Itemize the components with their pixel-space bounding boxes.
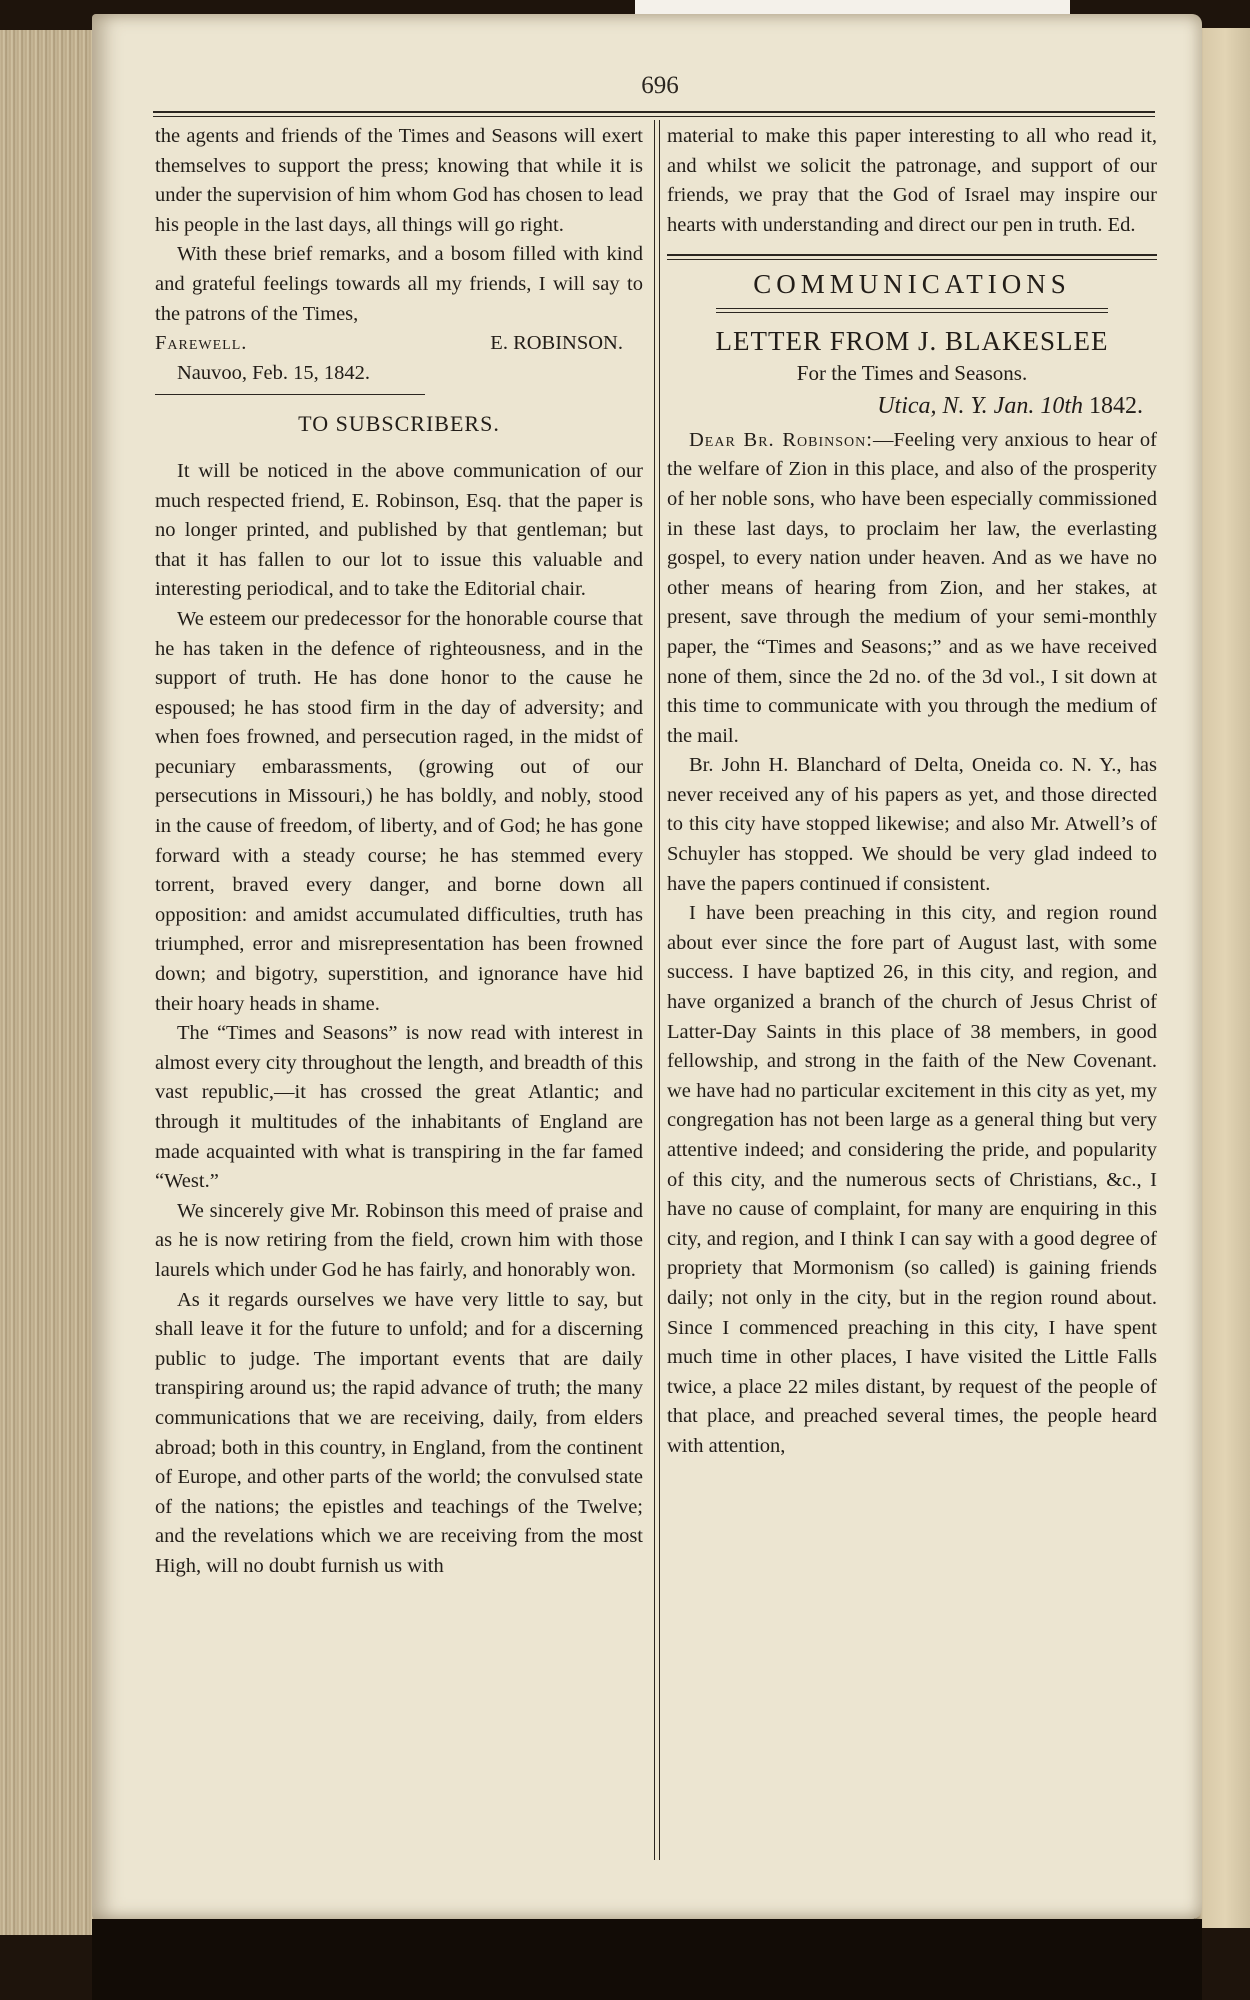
signature-line [155, 329, 643, 359]
right-facing-page-edge [1195, 28, 1250, 1928]
editorial-continuation-text: material to make this paper interesting to all who read it, and whilst we solicit the patronage, and support of our friends, we pray that the God of Israel may inspire our hearts with understanding and direct our pen in truth. [667, 125, 1157, 236]
signature-rule [155, 394, 425, 395]
editor-sign: Ed. [1107, 213, 1136, 236]
communications-heading: COMMUNICATIONS [753, 269, 1071, 300]
letter-date [667, 392, 1143, 422]
editorial-continuation [667, 122, 1157, 240]
subscribers-paragraph-3: The “Times and Seasons” is now read with interest in almost every city throughout the length, and breadth of this vast republic,—it has crossed the great Atlantic; and through it multitudes of the inhabitants of England are made acquainted with what is transpiring in the far famed “West.” [155, 1022, 643, 1193]
column-divider [654, 120, 660, 1860]
letter-paragraph-1-text: —Feeling very anxious to hear of the welfare of Zion in this place, and also of the prosperity of her noble sons, who have been especially commissioned in these last days, to proclaim her law, the everlasting gospel, to every nation under heaven. And as we have no other means of hearing from Zion, and her stakes, at present, save through the medium of your semi-monthly paper, the “Times and Seasons;” and as we have received none of them, since the 2d no. of the 3d vol., I sit down at this time to communicate with you through the medium of the mail. [667, 428, 1158, 747]
letter-salutation: Dear Br. Robinson: [689, 428, 873, 451]
letter-subtitle: For the Times and Seasons. [796, 360, 1028, 385]
letter-title: LETTER FROM J. BLAKESLEE [715, 325, 1109, 356]
subscribers-paragraph-5: As it regards ourselves we have very little to say, but shall leave it for the future to unfold; and for a discerning public to judge. The important events that are daily transpiring around us; the rapid advance of truth; the many communications that we are receiving, daily, from elders abroad; both in this country, in England, from the continent of Europe, and other parts of the world; the convulsed state of the nations; the epistles and teachings of the Twelve; and the revelations which we are receiving from the most High, will no doubt furnish us with [155, 1288, 643, 1577]
header-rule [153, 111, 1155, 117]
subscribers-paragraph-4: We sincerely give Mr. Robinson this meed of praise and as he is now retiring from the field, crown him with those laurels which under God he has fairly, and honorably won. [155, 1199, 643, 1281]
letter-date-year: 1842. [1089, 393, 1143, 420]
right-column [667, 122, 1157, 1462]
subscribers-paragraph-2: We esteem our predecessor for the honorable course that he has taken in the defence of righteousness, and in the support of truth. He has done honor to the cause he espoused; he has stood firm in the day of adversity; and when foes frowned, and persecution raged, in the midst of pecuniary embarassments, (growing out of our persecutions in Missouri,) he has boldly, and nobly, stood in the cause of freedom, of liberty, and of God; he has gone forward with a steady course; he has stemmed every torrent, braved every danger, and borne down all opposition: and amidst accumulated difficulties, truth has triumphed, error and misrepresentation has been frowned down; and bigotry, superstition, and ignorance have hid their hoary heads in shame. [155, 607, 643, 1015]
letter-paragraph-1 [667, 426, 1157, 752]
page-number: 696 [641, 72, 679, 99]
signature-name: E. ROBINSON. [490, 332, 623, 355]
remarks-paragraph: With these brief remarks, and a bosom filled with kind and grateful feelings towards all my friends, I will say to the patrons of the Times, [155, 243, 643, 325]
communications-rule [716, 308, 1108, 313]
letter-paragraph-2: Br. John H. Blanchard of Delta, Oneida co. N. Y., has never received any of his papers as yet, and those directed to this city have stopped likewise; and also Mr. Atwell’s of Schuyler has stopped. We should be very glad indeed to have the papers continued if consistent. [667, 754, 1157, 895]
to-subscribers-heading: TO SUBSCRIBERS. [298, 411, 500, 437]
left-column [155, 122, 643, 1582]
farewell-text: Farewell. [155, 332, 248, 355]
letter-paragraph-3: I have been preaching in this city, and region round about ever since the fore part of August last, with some success. I have baptized 26, in this city, and region, and have organized a branch of the church of Jesus Christ of Latter-Day Saints in this place of 38 members, in good fellowship, and strong in the faith of the New Covenant. we have had no particular excitement in this city as yet, my congregation has not been large as a general thing but very attentive indeed; and considering the pride, and popularity of this city, and the numerous sects of Christians, &c., I have no cause of complaint, for many are enquiring in this city, and region, and I think I can say with a good degree of propriety that Mormonism (so called) is gaining friends daily; not only in the city, but in the region round about. Since I commenced preaching in this city, I have spent much time in other places, I have visited the Little Falls twice, a place 22 miles distant, by request of the people of that place, and preached several times, the people heard with attention, [667, 902, 1157, 1457]
subscribers-paragraph-1: It will be noticed in the above communication of our much respected friend, E. Robinson, Esq. that the paper is no longer printed, and published by that gentleman; but that it has fallen to our lot to issue this valuable and interesting periodical, and to take the Editorial chair. [155, 459, 643, 601]
scan-bottom-shadow [92, 1919, 1202, 2000]
letter-date-place: Utica, N. Y. Jan. 10th [877, 393, 1083, 420]
section-rule [667, 254, 1157, 260]
editorial-closing-paragraph: the agents and friends of the Times and Seasons will exert themselves to support the press; knowing that while it is under the supervision of him whom God has chosen to lead his people in the last days, all things will go right. [155, 125, 643, 236]
dateline: Nauvoo, Feb. 15, 1842. [177, 361, 371, 384]
book-page-edges [0, 30, 98, 1935]
